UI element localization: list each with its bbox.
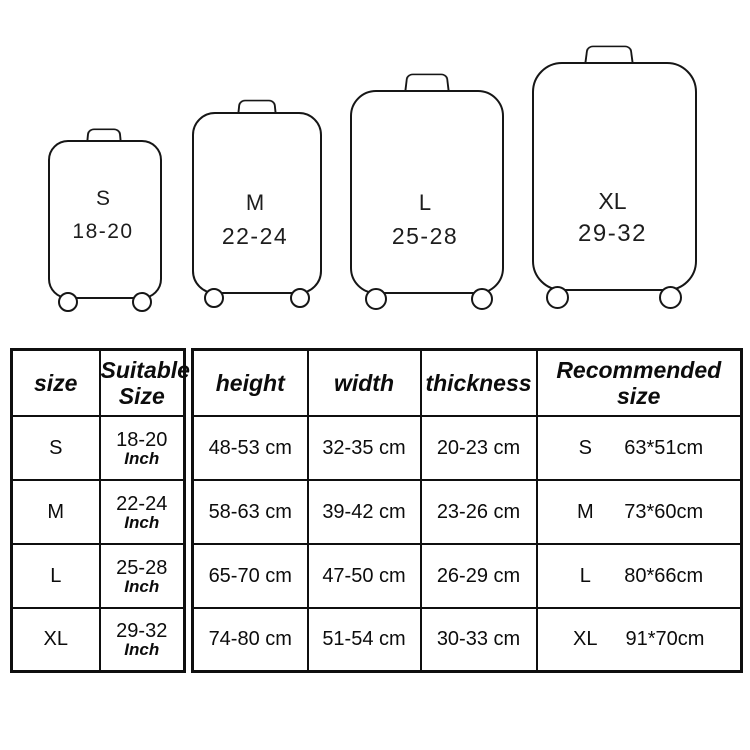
cell-width: 51-54 cm — [308, 608, 421, 672]
suitcase-size-letter: XL — [598, 188, 627, 214]
suitcase-wheel-left — [365, 288, 387, 310]
recommended-letter: XL — [573, 628, 598, 651]
cell-thickness: 30-33 cm — [421, 608, 537, 672]
suitcase-label — [48, 184, 158, 248]
cell-suitable-range — [100, 416, 185, 480]
suitcase-label — [532, 186, 693, 250]
dimensions-table — [191, 348, 743, 673]
cell-width: 39-42 cm — [308, 480, 421, 544]
range-value: 25-28 — [116, 556, 168, 579]
suitcase-body — [532, 62, 697, 291]
cell-recommended — [537, 480, 742, 544]
suitcase-wheel-left — [546, 286, 569, 309]
cell-thickness: 26-29 cm — [421, 544, 537, 608]
table-row — [193, 480, 742, 544]
range-value: 18-20 — [116, 428, 168, 451]
header-suitable-size: Suitable Size — [100, 350, 185, 416]
suitcase-size-range: 22-24 — [221, 223, 289, 249]
header-height: height — [193, 350, 308, 416]
suitable-size-table — [10, 348, 190, 673]
table-header-row — [12, 350, 185, 416]
recommended-letter: L — [579, 564, 591, 587]
cell-size: M — [12, 480, 100, 544]
header-recommended-size: Recommended size — [537, 350, 742, 416]
range-value: 22-24 — [116, 492, 168, 515]
table-row — [193, 544, 742, 608]
table-row — [12, 544, 185, 608]
table-row — [12, 480, 185, 544]
cell-size: XL — [12, 608, 100, 672]
cell-width: 47-50 cm — [308, 544, 421, 608]
cell-height: 74-80 cm — [193, 608, 308, 672]
header-size: size — [12, 350, 100, 416]
cell-thickness: 23-26 cm — [421, 480, 537, 544]
suitcase-size-range: 18-20 — [72, 220, 134, 243]
cell-recommended — [537, 608, 742, 672]
suitcase-size-letter: S — [95, 187, 110, 210]
cell-recommended — [537, 416, 742, 480]
cell-suitable-range — [100, 608, 185, 672]
suitcase-wheel-left — [204, 288, 224, 308]
recommended-dimensions: 63*51cm — [624, 436, 704, 459]
suitcase-wheel-right — [471, 288, 493, 310]
recommended-dimensions: 91*70cm — [625, 628, 705, 651]
cell-suitable-range — [100, 544, 185, 608]
suitcase-size-range: 29-32 — [578, 220, 647, 247]
recommended-letter: S — [578, 436, 592, 459]
cell-recommended — [537, 544, 742, 608]
unit-label: Inch — [124, 512, 160, 532]
unit-label: Inch — [124, 576, 160, 596]
table-row — [12, 608, 185, 672]
recommended-dimensions: 73*60cm — [624, 500, 704, 523]
header-width: width — [308, 350, 421, 416]
suitcase-label — [192, 188, 318, 252]
table-header-row — [193, 350, 742, 416]
suitcase-wheel-right — [132, 292, 152, 312]
cell-thickness: 20-23 cm — [421, 416, 537, 480]
recommended-dimensions: 80*66cm — [624, 564, 704, 587]
header-thickness: thickness — [421, 350, 537, 416]
unit-label: Inch — [124, 640, 160, 660]
cell-height: 48-53 cm — [193, 416, 308, 480]
suitcase-wheel-left — [58, 292, 78, 312]
suitcase-size-letter: M — [245, 190, 265, 215]
cell-width: 32-35 cm — [308, 416, 421, 480]
recommended-letter: M — [576, 500, 594, 523]
cell-size: L — [12, 544, 100, 608]
cell-size: S — [12, 416, 100, 480]
table-row — [193, 608, 742, 672]
suitcase-size-range: 25-28 — [391, 223, 459, 249]
suitcase-wheel-right — [290, 288, 310, 308]
suitcase-label — [350, 188, 500, 252]
unit-label: Inch — [124, 448, 160, 468]
cell-height: 65-70 cm — [193, 544, 308, 608]
luggage-illustrations — [0, 0, 750, 348]
table-row — [12, 416, 185, 480]
table-row — [193, 416, 742, 480]
cell-suitable-range — [100, 480, 185, 544]
range-value: 29-32 — [116, 620, 168, 643]
cell-height: 58-63 cm — [193, 480, 308, 544]
suitcase-size-letter: L — [418, 190, 432, 215]
suitcase-wheel-right — [659, 286, 682, 309]
